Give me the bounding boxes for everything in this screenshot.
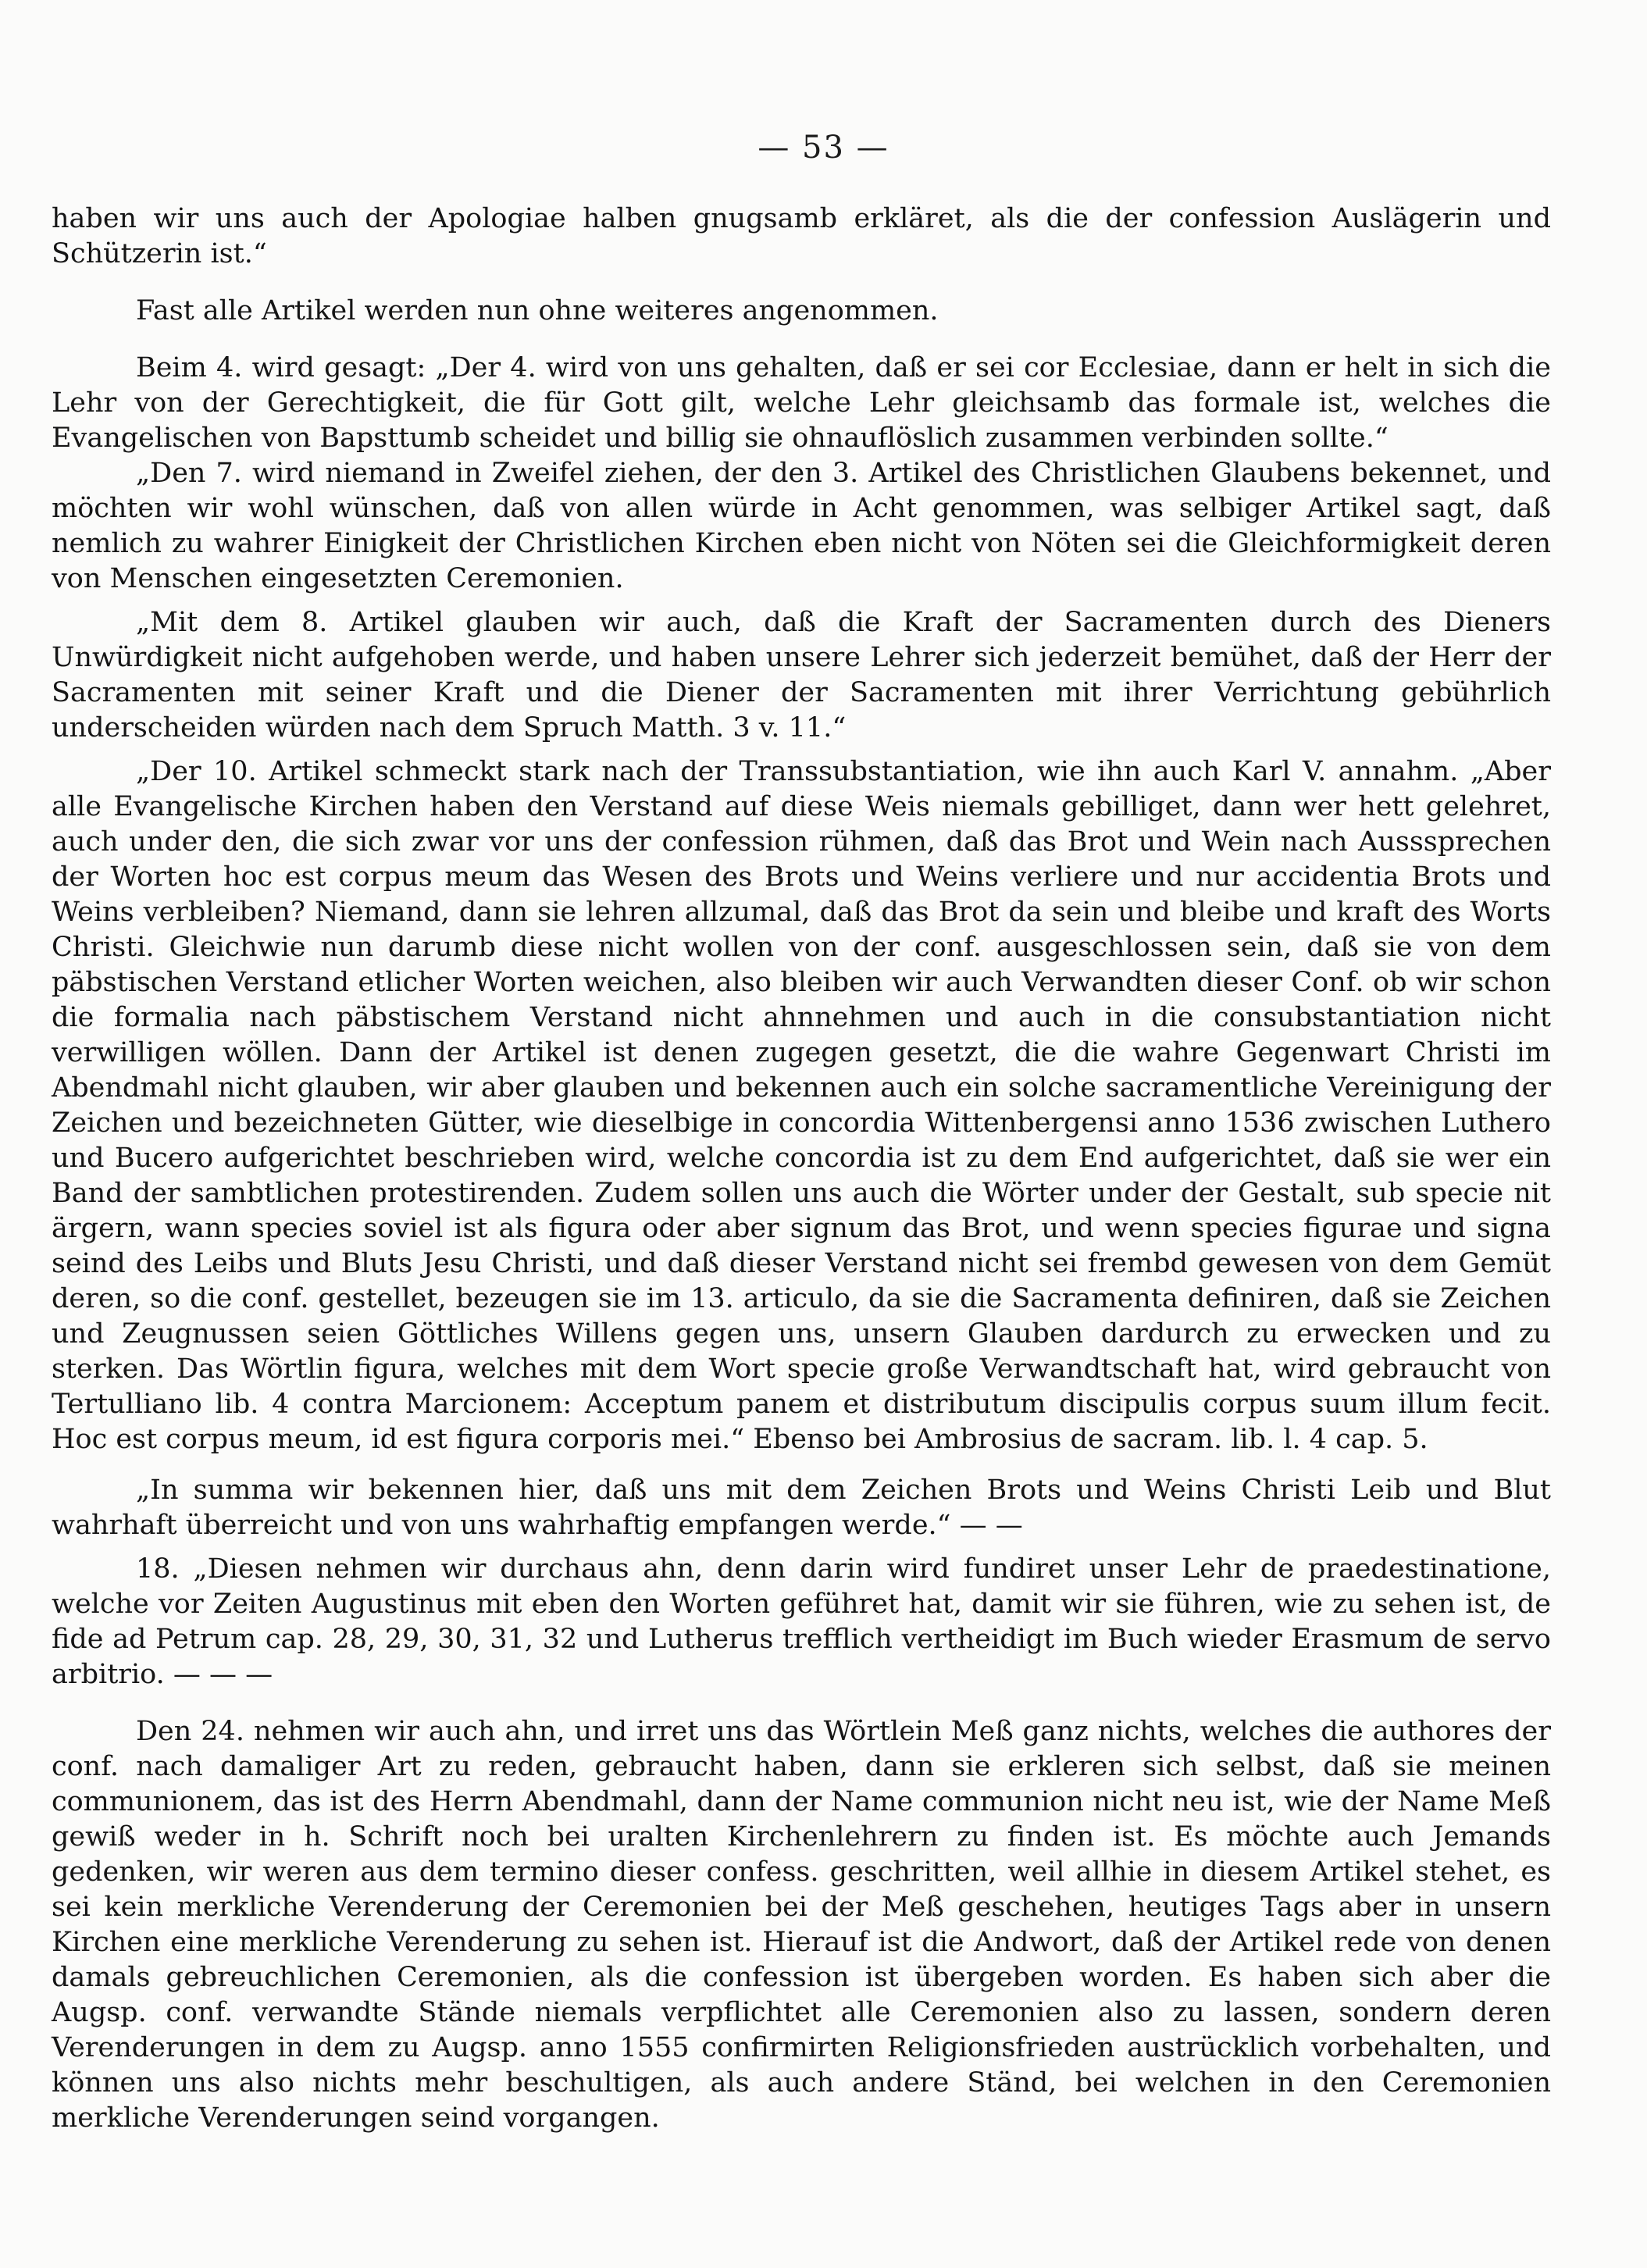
page-number: — 53 —	[758, 130, 889, 166]
paragraph-article-8: „Mit dem 8. Artikel glauben wir auch, daß die Kraft der Sacramenten durch des Dieners Unwürdigkeit nicht aufgehoben werde, und haben unsere Lehrer sich jederzeit bemühet, daß der Herr der Sacramenten mit seiner Kraft und die Diener der Sacramenten mit ihrer Verrichtung gebührlich underscheiden würden nach dem Spruch Matth. 3 v. 11.“	[52, 607, 1551, 744]
paragraph-article-7: „Den 7. wird niemand in Zweifel ziehen, der den 3. Artikel des Christlichen Glaubens bekennet, und möchten wir wohl wünschen, daß von allen würde in Acht genommen, was selbiger Artikel sagt, daß nemlich zu wahrer Einigkeit der Christlichen Kirchen eben nicht von Nöten sei die Gleichformigkeit deren von Menschen eingesetzten Ceremonien.	[52, 458, 1551, 594]
body-text	[52, 201, 1551, 2136]
paragraph-in-summa: „In summa wir bekennen hier, daß uns mit dem Zeichen Brots und Weins Christi Leib und Blut wahrhaft überreicht und von uns wahrhaftig empfangen werde.“ — —	[52, 1475, 1551, 1541]
paragraph-article-18: 18. „Diesen nehmen wir durchaus ahn, denn darin wird fundiret unser Lehr de praedestinatione, welche vor Zeiten Augustinus mit eben den Worten geführet hat, damit wir sie führen, wie zu sehen ist, de fide ad Petrum cap. 28, 29, 30, 31, 32 und Lutherus trefflich vertheidigt im Buch wieder Erasmum de servo arbitrio. — — —	[52, 1553, 1551, 1690]
paragraph-apologiae: haben wir uns auch der Apologiae halben gnugsamb erkläret, als die der confession Auslägerin und Schützerin ist.“	[52, 203, 1551, 269]
paragraph-article-24: Den 24. nehmen wir auch ahn, und irret uns das Wörtlein Meß ganz nichts, welches die authores der conf. nach damaliger Art zu reden, gebraucht haben, dann sie erkleren sich selbst, daß sie meinen communionem, das ist des Herrn Abendmahl, dann der Name communion nicht neu ist, wie der Name Meß gewiß weder in h. Schrift noch bei uralten Kirchenlehrern zu finden ist. Es möchte auch Jemands gedenken, wir weren aus dem termino dieser confess. geschritten, weil allhie in diesem Artikel stehet, es sei kein merkliche Verenderung der Ceremonien bei der Meß geschehen, heutiges Tags aber in unsern Kirchen eine merkliche Verenderung zu sehen ist. Hierauf ist die Andwort, daß der Artikel rede von denen damals gebreuchlichen Ceremonien, als die confession ist übergeben worden. Es haben sich aber die Augsp. conf. verwandte Stände niemals verpflichtet alle Ceremonien also zu lassen, sondern deren Verenderungen in dem zu Augsp. anno 1555 confirmirten Religionsfrieden austrücklich vorbehalten, und können uns also nichts mehr beschultigen, als auch andere Ständ, bei welchen in den Ceremonien merkliche Verenderungen seind vorgangen.	[52, 1716, 1551, 2134]
paragraph-articles-accepted: Fast alle Artikel werden nun ohne weiteres angenommen.	[136, 295, 939, 326]
paragraph-article-4: Beim 4. wird gesagt: „Der 4. wird von uns gehalten, daß er sei cor Ecclesiae, dann er helt in sich die Lehr von der Gerechtigkeit, die für Gott gilt, welche Lehr gleichsamb das formale ist, welches die Evangelischen von Bapsttumb scheidet und billig sie ohnauflöslich zusammen verbinden sollte.“	[52, 352, 1551, 454]
paragraph-article-10: „Der 10. Artikel schmeckt stark nach der Transsubstantiation, wie ihn auch Karl V. annahm. „Aber alle Evangelische Kirchen haben den Verstand auf diese Weis niemals gebilliget, dann wer hett gelehret, auch under den, die sich zwar vor uns der confession rühmen, daß das Brot und Wein nach Ausssprechen der Worten hoc est corpus meum das Wesen des Brots und Weins verliere und nur accidentia Brots und Weins verbleiben? Niemand, dann sie lehren allzumal, daß das Brot da sein und bleibe und kraft des Worts Christi. Gleichwie nun darumb diese nicht wollen von der conf. ausgeschlossen sein, daß sie von dem päbstischen Verstand etlicher Worten weichen, also bleiben wir auch Verwandten dieser Conf. ob wir schon die formalia nach päbstischem Verstand nicht ahnnehmen und auch in die consubstantiation nicht verwilligen wöllen. Dann der Artikel ist denen zugegen gesetzt, die die wahre Gegenwart Christi im Abendmahl nicht glauben, wir aber glauben und bekennen auch ein solche sacramentliche Vereinigung der Zeichen und bezeichneten Gütter, wie dieselbige in concordia Wittenbergensi anno 1536 zwischen Luthero und Bucero aufgerichtet beschrieben wird, welche concordia ist zu dem End aufgerichtet, daß sie wer ein Band der sambtlichen protestirenden. Zudem sollen uns auch die Wörter under der Gestalt, sub specie nit ärgern, wann species soviel ist als figura oder aber signum das Brot, und wenn species figurae und signa seind des Leibs und Bluts Jesu Christi, und daß dieser Verstand nicht sei frembd gewesen von dem Gemüt deren, so die conf. gestellet, bezeugen sie im 13. articulo, da sie die Sacramenta definiren, daß sie Zeichen und Zeugnussen seien Göttliches Willens gegen uns, unsern Glauben dardurch zu erwecken und zu sterken. Das Wörtlin figura, welches mit dem Wort specie große Verwandtschaft hat, wird gebraucht von Tertulliano lib. 4 contra Marcionem: Acceptum panem et distributum discipulis corpus suum illum fecit. Hoc est corpus meum, id est figura corporis mei.“ Ebenso bei Ambrosius de sacram. lib. l. 4 cap. 5.	[52, 756, 1551, 1455]
